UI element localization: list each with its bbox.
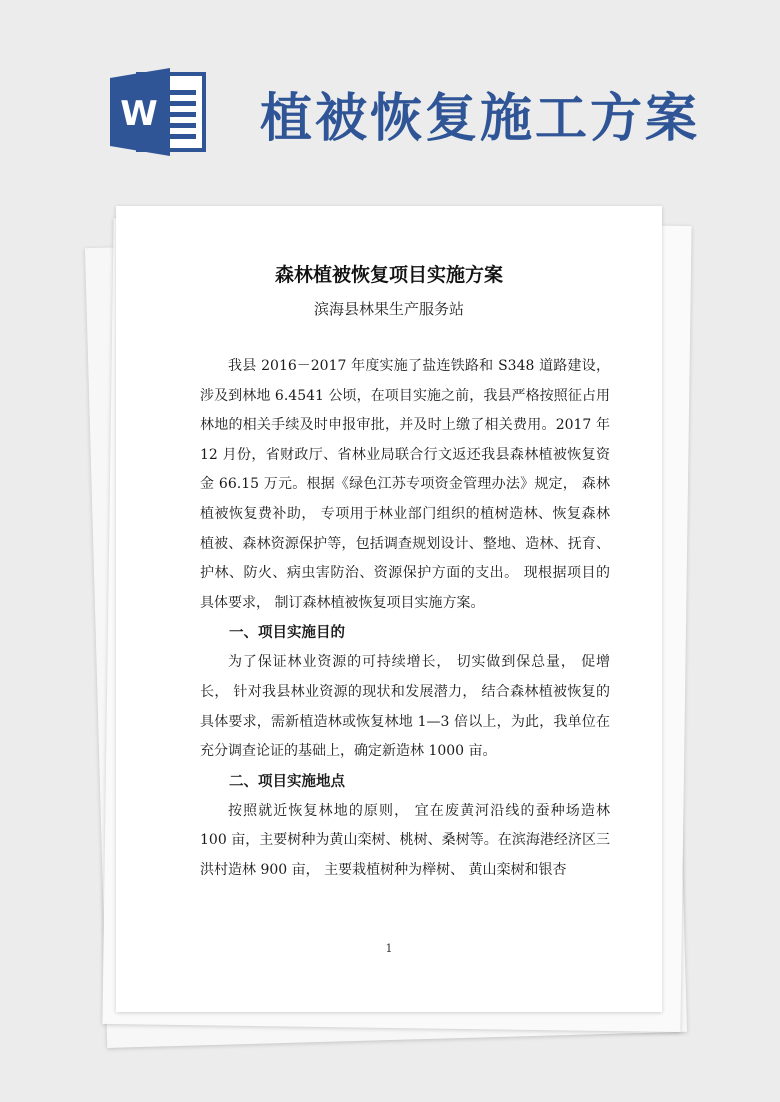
- section-paragraph: 为了保证林业资源的可持续增长， 切实做到保总量， 促增长， 针对我县林业资源的现状和发展潜力， 结合森林植被恢复的具体要求，需新植造林或恢复林地 1—3 倍以上，为此，我单位在充分调查论证的基础上，确定新造林 1000 亩。: [200, 654, 610, 760]
- svg-text:W: W: [120, 94, 158, 134]
- section-heading: 一、项目实施目的: [229, 625, 345, 642]
- header-banner: [0, 0, 780, 200]
- word-document-icon: [108, 68, 208, 156]
- intro-paragraph: 我县 2016－2017 年度实施了盐连铁路和 S348 道路建设，涉及到林地 6.4541 公顷，在项目实施之前，我县严格按照征占用林地的相关手续及时申报审批，并及时上缴了相关费用。2017 年 12 月份，省财政厅、省林业局联合行文返还我县森林植被恢复资金 66.15 万元。根据《绿色江苏专项资金管理办法》规定， 森林植被恢复费补助， 专项用于林业部门组织的植树造林、恢复森林植被、森林资源保护等，包括调查规划设计、整地、造林、抚育、护林、防火、病虫害防治、资源保护方面的支出。 现根据项目的具体要求， 制订森林植被恢复项目实施方案。: [200, 358, 610, 611]
- document-body: [200, 352, 610, 886]
- page-number: 1: [385, 942, 393, 955]
- banner-title: 植被恢复施工方案: [260, 89, 701, 149]
- document-subtitle: 滨海县林果生产服务站: [313, 300, 464, 318]
- section-heading: 二、项目实施地点: [229, 773, 345, 790]
- document-page: [116, 206, 662, 1012]
- section-paragraph: 按照就近恢复林地的原则， 宜在废黄河沿线的蚕种场造林 100 亩，主要树种为黄山栾树、桃树、桑树等。在滨海港经济区三洪村造林 900 亩， 主要栽植树种为榉树、 黄山栾树和银杏: [200, 802, 610, 878]
- document-title: 森林植被恢复项目实施方案: [274, 264, 503, 286]
